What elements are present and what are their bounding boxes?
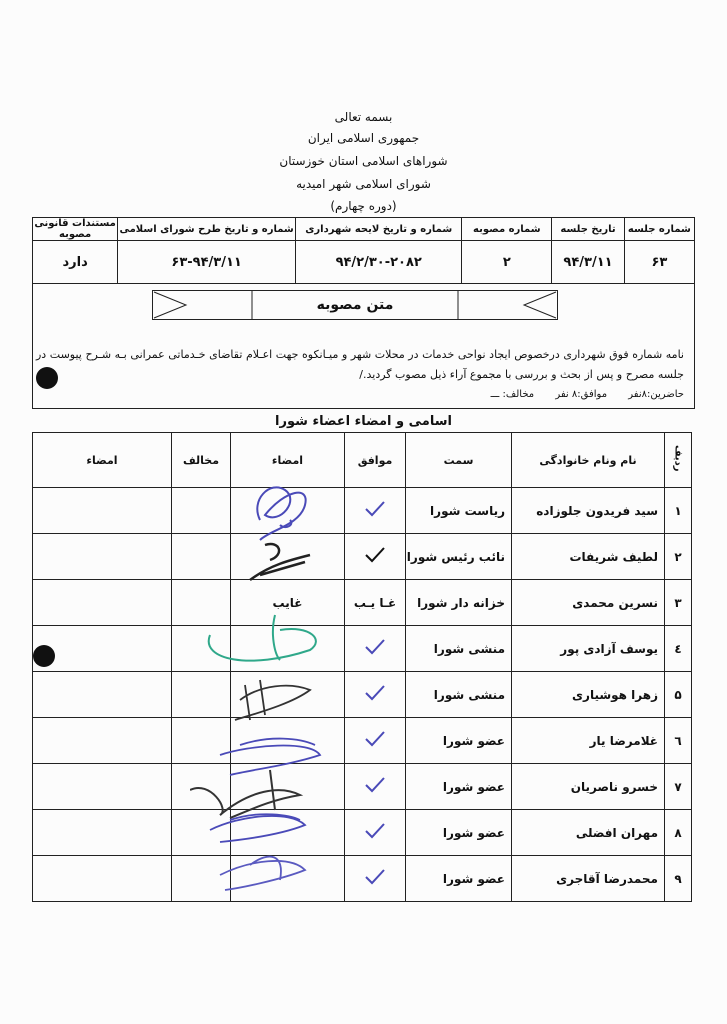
header-country: جمهوری اسلامی ایران xyxy=(307,131,420,145)
check-mark-icon xyxy=(364,546,386,564)
table-row xyxy=(33,626,692,672)
meta-header-bill-number: شماره و تاریخ لایحه شهرداری xyxy=(296,218,462,241)
member-agree xyxy=(345,626,406,672)
member-agree xyxy=(345,810,406,856)
member-agree xyxy=(345,764,406,810)
member-role: خزانه دار شورا xyxy=(406,580,512,626)
signatures-overlay xyxy=(190,470,340,920)
attendance-disagree: مخالف: ـــ xyxy=(490,389,535,400)
punch-hole xyxy=(33,645,55,667)
member-number: ٦ xyxy=(665,718,692,764)
member-name: یوسف آزادی پور xyxy=(512,626,665,672)
table-row xyxy=(33,764,692,810)
meta-bill-number: ۹۴/۲/۳۰-۲۰۸۲ xyxy=(296,241,462,284)
meta-resolution-number: ۲ xyxy=(462,241,552,284)
col-sign-2: امضاء xyxy=(33,433,172,488)
table-row xyxy=(33,580,692,626)
member-agree xyxy=(345,534,406,580)
member-name: محمدرضا آقاجری xyxy=(512,856,665,902)
member-number: ۳ xyxy=(665,580,692,626)
col-disagree: مخالف xyxy=(172,433,231,488)
members-title: اسامی و امضاء اعضاء شورا xyxy=(275,414,452,429)
member-disagree-sign xyxy=(33,580,172,626)
col-agree: موافق xyxy=(345,433,406,488)
member-disagree-sign xyxy=(33,856,172,902)
meta-session-number: ۶۳ xyxy=(624,241,694,284)
table-row xyxy=(33,718,692,764)
member-agree xyxy=(345,856,406,902)
member-role: منشی شورا xyxy=(406,626,512,672)
member-name: غلامرضا یار xyxy=(512,718,665,764)
member-role: عضو شورا xyxy=(406,810,512,856)
resolution-body: نامه شماره فوق شهرداری درخصوص ایجاد نواحی خدمات در محلات شهر و میـانکوه جهت اعـلام تقاضای خـدماتی عمرانی بـه شـرح پیوست در جلسه مصرح و پس از بحث و بررسی با مجموع آراء ذیل مصوب گردید./ xyxy=(36,348,684,381)
member-role: عضو شورا xyxy=(406,856,512,902)
table-row xyxy=(33,672,692,718)
meta-plan-number: ۶۳-۹۴/۳/۱۱ xyxy=(118,241,296,284)
member-name: سید فریدون جلوزاده xyxy=(512,488,665,534)
meta-header-plan-number: شماره و تاریخ طرح شورای اسلامی xyxy=(118,218,296,241)
table-row xyxy=(33,534,692,580)
col-sign: امضاء xyxy=(231,433,345,488)
check-mark-icon xyxy=(364,684,386,702)
col-role: سمت xyxy=(406,433,512,488)
meta-table xyxy=(32,217,695,284)
header-term: (دوره چهارم) xyxy=(330,199,397,213)
member-disagree-sign xyxy=(33,764,172,810)
meta-session-date: ۹۴/۳/۱۱ xyxy=(552,241,625,284)
check-mark-icon xyxy=(364,868,386,886)
meta-header-resolution-number: شماره مصوبه xyxy=(462,218,552,241)
member-disagree-sign xyxy=(33,534,172,580)
member-number: ۱ xyxy=(665,488,692,534)
member-name: زهرا هوشیاری xyxy=(512,672,665,718)
member-role: نائب رئیس شورا xyxy=(406,534,512,580)
members-table xyxy=(32,432,692,902)
table-row xyxy=(33,856,692,902)
member-role: منشی شورا xyxy=(406,672,512,718)
attendance-line xyxy=(36,389,684,400)
member-disagree-sign xyxy=(33,672,172,718)
member-disagree-sign xyxy=(33,626,172,672)
member-agree: غـا یـب xyxy=(345,580,406,626)
attendance-present: حاضرین:۸نفر xyxy=(628,389,684,400)
header-city-council: شورای اسلامی شهر امیدیه xyxy=(296,177,431,191)
member-agree xyxy=(345,672,406,718)
member-role: عضو شورا xyxy=(406,718,512,764)
member-role: ریاست شورا xyxy=(406,488,512,534)
member-disagree-sign xyxy=(33,488,172,534)
meta-header-session-date: تاریخ جلسه xyxy=(552,218,625,241)
check-mark-icon xyxy=(364,638,386,656)
member-agree xyxy=(345,488,406,534)
member-role: عضو شورا xyxy=(406,764,512,810)
member-name: خسرو ناصریان xyxy=(512,764,665,810)
member-number: ۹ xyxy=(665,856,692,902)
meta-legal-basis: دارد xyxy=(33,241,118,284)
header-province-councils: شوراهای اسلامی استان خوزستان xyxy=(279,154,448,168)
member-number: ۷ xyxy=(665,764,692,810)
attendance-agree: موافق:۸ نفر xyxy=(555,389,608,400)
col-row: ردیف xyxy=(665,433,692,488)
member-name: نسرین محمدی xyxy=(512,580,665,626)
check-mark-icon xyxy=(364,822,386,840)
member-number: ۵ xyxy=(665,672,692,718)
member-name: لطیف شریفات xyxy=(512,534,665,580)
member-number: ۸ xyxy=(665,810,692,856)
table-row xyxy=(33,488,692,534)
member-name: مهران افضلی xyxy=(512,810,665,856)
punch-hole xyxy=(36,367,58,389)
member-sign: غایب xyxy=(231,580,345,626)
col-name: نام ونام خانوادگی xyxy=(512,433,665,488)
resolution-title: متن مصوبه xyxy=(316,297,394,313)
member-disagree-sign xyxy=(33,810,172,856)
member-disagree-sign xyxy=(33,718,172,764)
check-mark-icon xyxy=(364,500,386,518)
header-basmala: بسمه تعالی xyxy=(334,110,393,124)
meta-header-legal-basis: مستندات قانونی مصوبه xyxy=(34,218,116,240)
table-row xyxy=(33,810,692,856)
check-mark-icon xyxy=(364,776,386,794)
check-mark-icon xyxy=(364,730,386,748)
meta-header-session-number: شماره جلسه xyxy=(624,218,694,241)
member-agree xyxy=(345,718,406,764)
member-number: ٤ xyxy=(665,626,692,672)
member-number: ۲ xyxy=(665,534,692,580)
